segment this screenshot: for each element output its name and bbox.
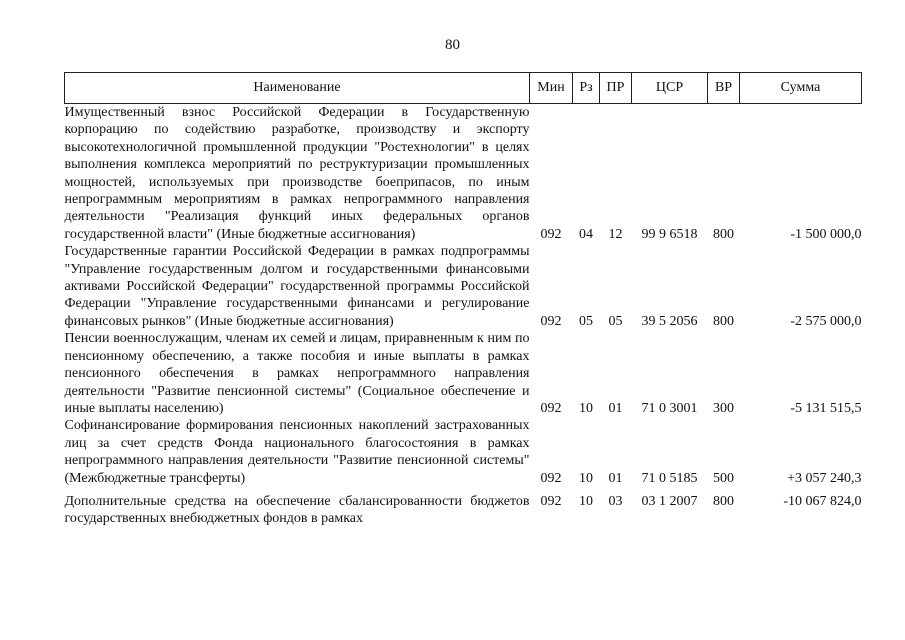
- row-sum: -1 500 000,0: [790, 226, 862, 242]
- row-sum: -5 131 515,5: [790, 400, 862, 416]
- row-vr: 800: [713, 493, 734, 509]
- row-csr: 71 0 3001: [641, 400, 698, 416]
- row-pr: 01: [608, 400, 623, 416]
- column-header-pr: ПР: [600, 73, 632, 104]
- row-rz: 10: [579, 400, 593, 416]
- column-header-sum: Сумма: [740, 73, 862, 104]
- row-name: Пенсии военнослужащим, членам их семей и лицам, приравненным к ним по пенсионному обеспечению, а также пособия и иные выплаты в рамках пенсионного обеспечения в рамках непрограммного направления деятельности "Развитие пенсионной системы" (Социальное обеспечение и иные выплаты населению): [64, 331, 530, 416]
- row-sum: -10 067 824,0: [783, 493, 862, 509]
- column-header-csr: ЦСР: [632, 73, 708, 104]
- row-sum: -2 575 000,0: [790, 313, 862, 329]
- table-row: [65, 330, 862, 417]
- row-min: 092: [540, 400, 562, 416]
- column-header-min: Мин: [530, 73, 573, 104]
- row-pr: 01: [608, 470, 623, 486]
- table-row: [65, 104, 862, 244]
- row-name: Имущественный взнос Российской Федерации в Государственную корпорацию по содействию разработке, производству и экспорту высокотехнологичной промышленной продукции "Ростехнологии" в целях выполнения комплекса мероприятий по реструктуризации промышленных мощностей, используемых при производстве боеприпасов, по иным непрограммным мероприятиям в рамках непрограммного направления деятельности "Реализация функций иных федеральных органов государственной власти" (Иные бюджетные ассигнования): [64, 105, 530, 242]
- row-csr: 03 1 2007: [641, 493, 698, 509]
- row-name: Государственные гарантии Российской Федерации в рамках подпрограммы "Управление государственным долгом и государственными финансовыми активами Российской Федерации" государственной программы Российской Федерации "Управление государственными финансами и регулирование финансовых рынков" (Иные бюджетные ассигнования): [64, 244, 530, 329]
- row-min: 092: [540, 226, 562, 242]
- row-name: Дополнительные средства на обеспечение сбалансированности бюджетов государственных внебюджетных фондов в рамках: [64, 493, 530, 527]
- column-header-rz: Рз: [573, 73, 600, 104]
- row-rz: 10: [579, 470, 593, 486]
- column-header-name: Наименование: [65, 73, 530, 104]
- table-header-row: [65, 73, 862, 104]
- row-sum: +3 057 240,3: [787, 470, 862, 486]
- row-min: 092: [540, 313, 562, 329]
- row-vr: 800: [713, 226, 734, 242]
- table-row: [65, 243, 862, 330]
- table-row: [65, 487, 862, 528]
- table-row: [65, 417, 862, 487]
- row-rz: 04: [579, 226, 593, 242]
- row-csr: 71 0 5185: [641, 470, 698, 486]
- column-header-vr: ВР: [708, 73, 740, 104]
- row-pr: 12: [608, 226, 623, 242]
- row-rz: 05: [579, 313, 593, 329]
- row-vr: 500: [713, 470, 734, 486]
- row-vr: 300: [713, 400, 734, 416]
- row-csr: 99 9 6518: [641, 226, 698, 242]
- row-csr: 39 5 2056: [641, 313, 698, 329]
- row-pr: 03: [608, 493, 623, 509]
- row-pr: 05: [608, 313, 623, 329]
- budget-table: [64, 72, 862, 528]
- row-min: 092: [540, 470, 562, 486]
- row-min: 092: [540, 493, 562, 509]
- page-number: 80: [445, 37, 460, 53]
- row-vr: 800: [713, 313, 734, 329]
- row-name: Софинансирование формирования пенсионных накоплений застрахованных лиц за счет средств Фонда национального благосостояния в рамках непрограммного направления деятельности "Развитие пенсионной системы" (Межбюджетные трансферты): [64, 418, 530, 486]
- row-rz: 10: [579, 493, 593, 509]
